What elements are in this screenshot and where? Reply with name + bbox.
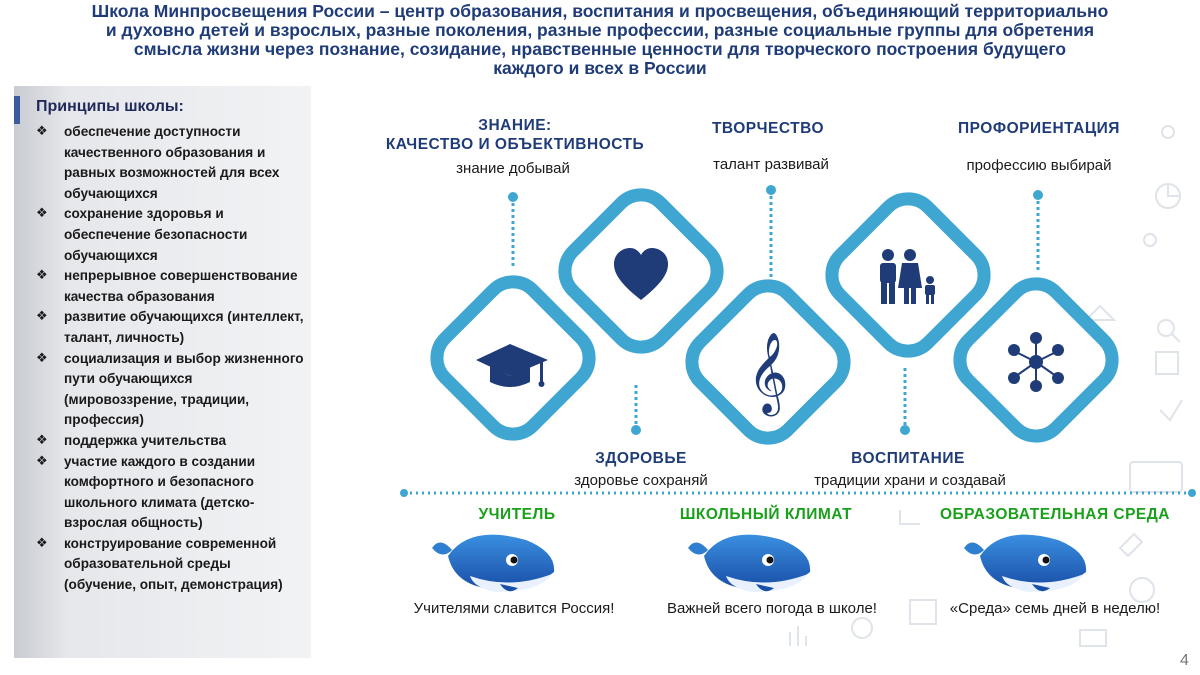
foundation-caption-school-climate: Важней всего погода в школе! xyxy=(667,600,877,617)
foundation-title-teacher: УЧИТЕЛЬ xyxy=(478,506,556,523)
page-number: 4 xyxy=(1180,652,1189,669)
diamond-bullet-icon: ❖ xyxy=(36,309,48,325)
pillar-title-line: КАЧЕСТВО И ОБЪЕКТИВНОСТЬ xyxy=(385,136,645,153)
whale-mascot-icon xyxy=(432,535,554,592)
diamond-bullet-icon: ❖ xyxy=(36,268,48,284)
title-line: Школа Минпросвещения России – центр образования, воспитания и просвещения, объединяющий территориально xyxy=(91,1,1109,21)
pillar-title-upbringing: ВОСПИТАНИЕ xyxy=(851,450,965,467)
diamond-bullet-icon: ❖ xyxy=(36,350,48,366)
pillar-title-creativity: ТВОРЧЕСТВО xyxy=(711,120,825,137)
principle-text: сохранение здоровья и обеспечение безопасности обучающихся xyxy=(64,206,248,263)
pillar-motto-upbringing: традиции храни и создавай xyxy=(814,472,1006,489)
foundation-title-school-climate: ШКОЛЬНЫЙ КЛИМАТ xyxy=(679,506,853,523)
title-line: каждого и всех в России xyxy=(493,58,707,78)
pillar-motto-health: здоровье сохраняй xyxy=(574,472,708,489)
whale-mascot-icon xyxy=(964,535,1086,592)
pillar-title-career: ПРОФОРИЕНТАЦИЯ xyxy=(958,120,1120,137)
pillar-motto-knowledge: знание добывай xyxy=(456,160,570,177)
principle-text: обеспечение доступности качественного образования и равных возможностей для всех обучающихся xyxy=(64,124,280,201)
pillar-title-knowledge xyxy=(360,116,670,154)
title-line: и духовно детей и взрослых, разные поколения, разные профессии, разные социальные группы для обретения xyxy=(105,20,1095,40)
pillar-motto-creativity: талант развивай xyxy=(713,156,829,173)
principle-text: развитие обучающихся (интеллект, талант, личность) xyxy=(64,309,304,345)
whale-mascot-icon xyxy=(688,535,810,592)
principle-text: участие каждого в создании комфортного и безопасного школьного климата (детско-взрослая общность) xyxy=(64,453,256,531)
principle-text: конструирование современной образовательной среды (обучение, опыт, демонстрация) xyxy=(64,535,283,593)
pillar-title-line: ЗНАНИЕ: xyxy=(478,117,552,134)
title-line: смысла жизни через познание, созидание, нравственные ценности для творческого построения будущего xyxy=(133,39,1067,59)
principle-text: непрерывное совершенствование качества образования xyxy=(64,268,298,304)
principle-text: поддержка учительства xyxy=(64,432,227,448)
foundation-caption-learning-environment: «Среда» семь дней в неделю! xyxy=(949,600,1161,617)
treble-clef-icon: 𝄞 xyxy=(747,331,789,413)
diamond-bullet-icon: ❖ xyxy=(36,432,48,448)
foundation-title-learning-environment: ОБРАЗОВАТЕЛЬНАЯ СРЕДА xyxy=(939,506,1171,523)
diamond-bullet-icon: ❖ xyxy=(36,453,48,469)
pillar-title-health: ЗДОРОВЬЕ xyxy=(595,450,687,467)
diamond-bullet-icon: ❖ xyxy=(36,206,48,222)
principle-text: социализация и выбор жизненного пути обучающихся (мировоззрение, традиции, профессия) xyxy=(64,350,304,428)
diamond-bullet-icon: ❖ xyxy=(36,535,48,551)
diamond-bullet-icon: ❖ xyxy=(36,124,48,139)
pillar-motto-career: профессию выбирай xyxy=(966,157,1112,174)
foundation-caption-teacher: Учителями славится Россия! xyxy=(413,600,615,617)
principles-title: Принципы школы: xyxy=(36,98,184,115)
